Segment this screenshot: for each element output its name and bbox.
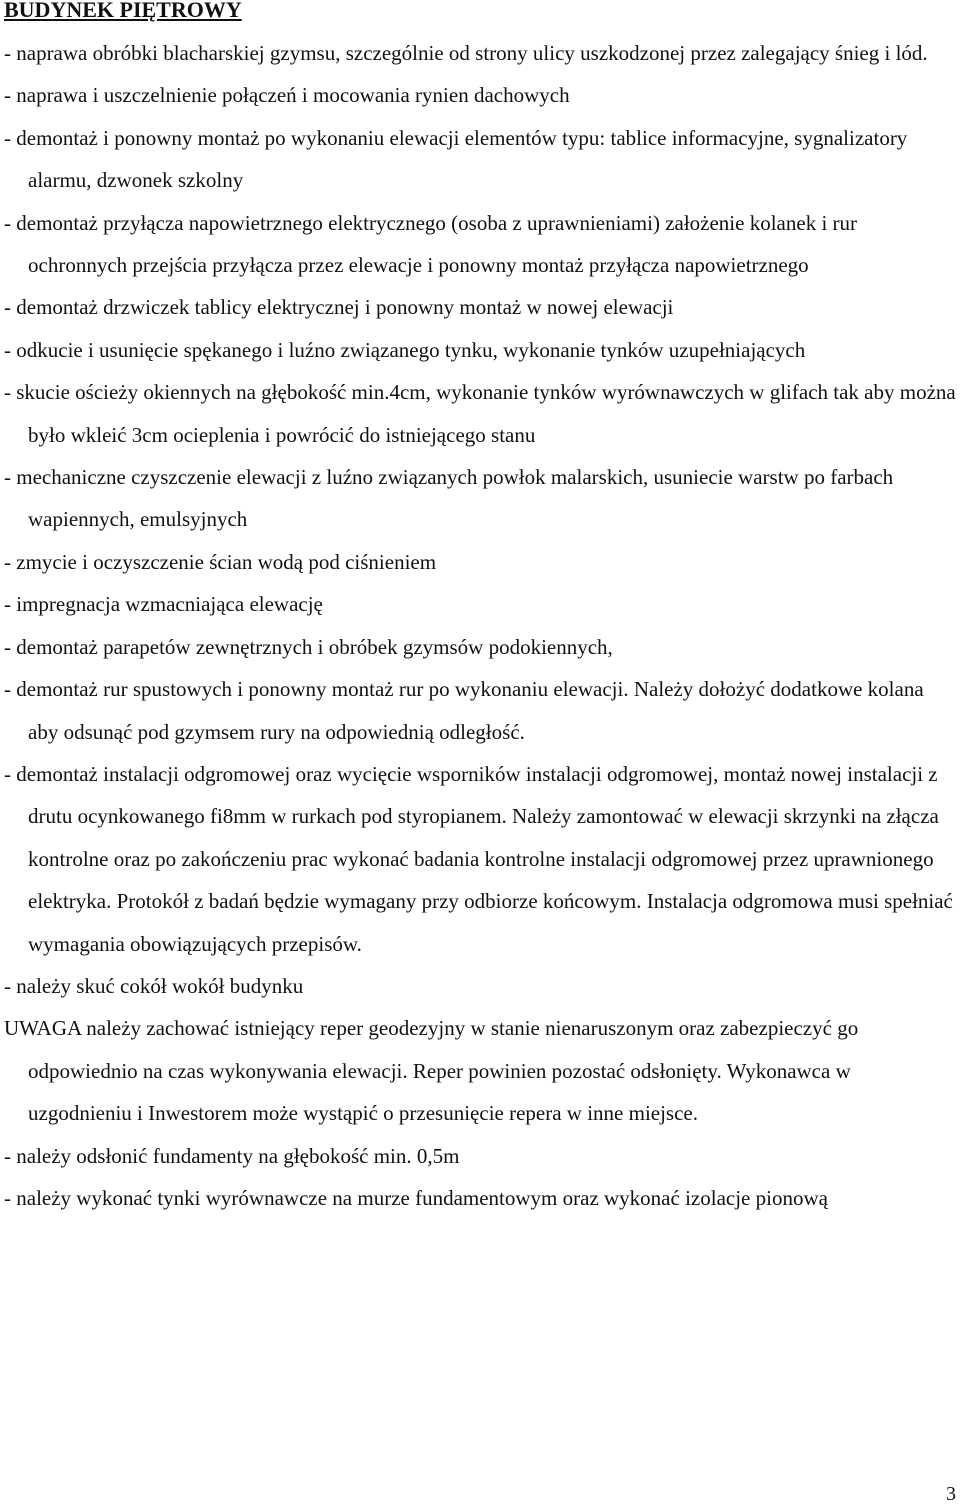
list-item: - mechaniczne czyszczenie elewacji z luźno związanych powłok malarskich, usuniecie warstw po farbach wapiennych, emulsyjnych (4, 465, 894, 532)
list-item: UWAGA należy zachować istniejący reper geodezyjny w stanie nienaruszonym oraz zabezpieczyć go odpowiednio na czas wykonywania elewacji. Reper powinien pozostać odsłonięty. Wykonawca w uzgodnieniu i Inwestorem może wystąpić o przesunięcie repera w inne miejsce. (4, 1016, 859, 1126)
list-item: - demontaż instalacji odgromowej oraz wycięcie wsporników instalacji odgromowej, montaż nowej instalacji z drutu ocynkowanego fi8mm w rurkach pod styropianem. Należy zamontować w elewacji skrzynki na złącza kontrolne oraz po zakończeniu prac wykonać badania kontrolne instalacji odgromowej przez uprawnionego elektryka. Protokół z badań będzie wymagany przy odbiorze końcowym. Instalacja odgromowa musi spełniać wymagania obowiązujących przepisów. (4, 761, 953, 956)
list-item: - skucie ościeży okiennych na głębokość min.4cm, wykonanie tynków wyrównawczych w glifach tak aby można było wkleić 3cm ocieplenia i powrócić do istniejącego stanu (4, 380, 956, 447)
list-item: - należy odsłonić fundamenty na głębokość min. 0,5m (4, 1143, 460, 1168)
list-item: - naprawa i uszczelnienie połączeń i mocowania rynien dachowych (4, 83, 570, 108)
list-item: - demontaż i ponowny montaż po wykonaniu elewacji elementów typu: tablice informacyjne, sygnalizatory alarmu, dzwonek szkolny (4, 125, 908, 193)
list-item: - demontaż parapetów zewnętrznych i obróbek gzymsów podokiennych, (4, 634, 613, 659)
list-item: - impregnacja wzmacniająca elewację (4, 592, 323, 617)
work-items-list (4, 32, 956, 1219)
page-number: 3 (946, 1483, 956, 1505)
list-item: - zmycie i oczyszczenie ścian wodą pod ciśnieniem (4, 549, 437, 574)
list-item: - naprawa obróbki blacharskiej gzymsu, szczególnie od strony ulicy uszkodzonej przez zalegający śnieg i lód. (4, 41, 928, 65)
section-heading: BUDYNEK PIĘTROWY (4, 0, 242, 22)
list-item: - należy wykonać tynki wyrównawcze na murze fundamentowym oraz wykonać izolacje pionową (4, 1185, 828, 1210)
list-item: - demontaż rur spustowych i ponowny montaż rur po wykonaniu elewacji. Należy dołożyć dodatkowe kolana aby odsunąć pod gzymsem rury na odpowiednią odległość. (4, 677, 924, 744)
list-item: - demontaż przyłącza napowietrznego elektrycznego (osoba z uprawnieniami) założenie kolanek i rur ochronnych przejścia przyłącza przez elewacje i ponowny montaż przyłącza napowietrznego (4, 210, 858, 278)
list-item: - należy skuć cokół wokół budynku (4, 973, 304, 998)
list-item: - demontaż drzwiczek tablicy elektrycznej i ponowny montaż w nowej elewacji (4, 295, 674, 320)
list-item: - odkucie i usunięcie spękanego i luźno związanego tynku, wykonanie tynków uzupełniających (4, 337, 806, 362)
